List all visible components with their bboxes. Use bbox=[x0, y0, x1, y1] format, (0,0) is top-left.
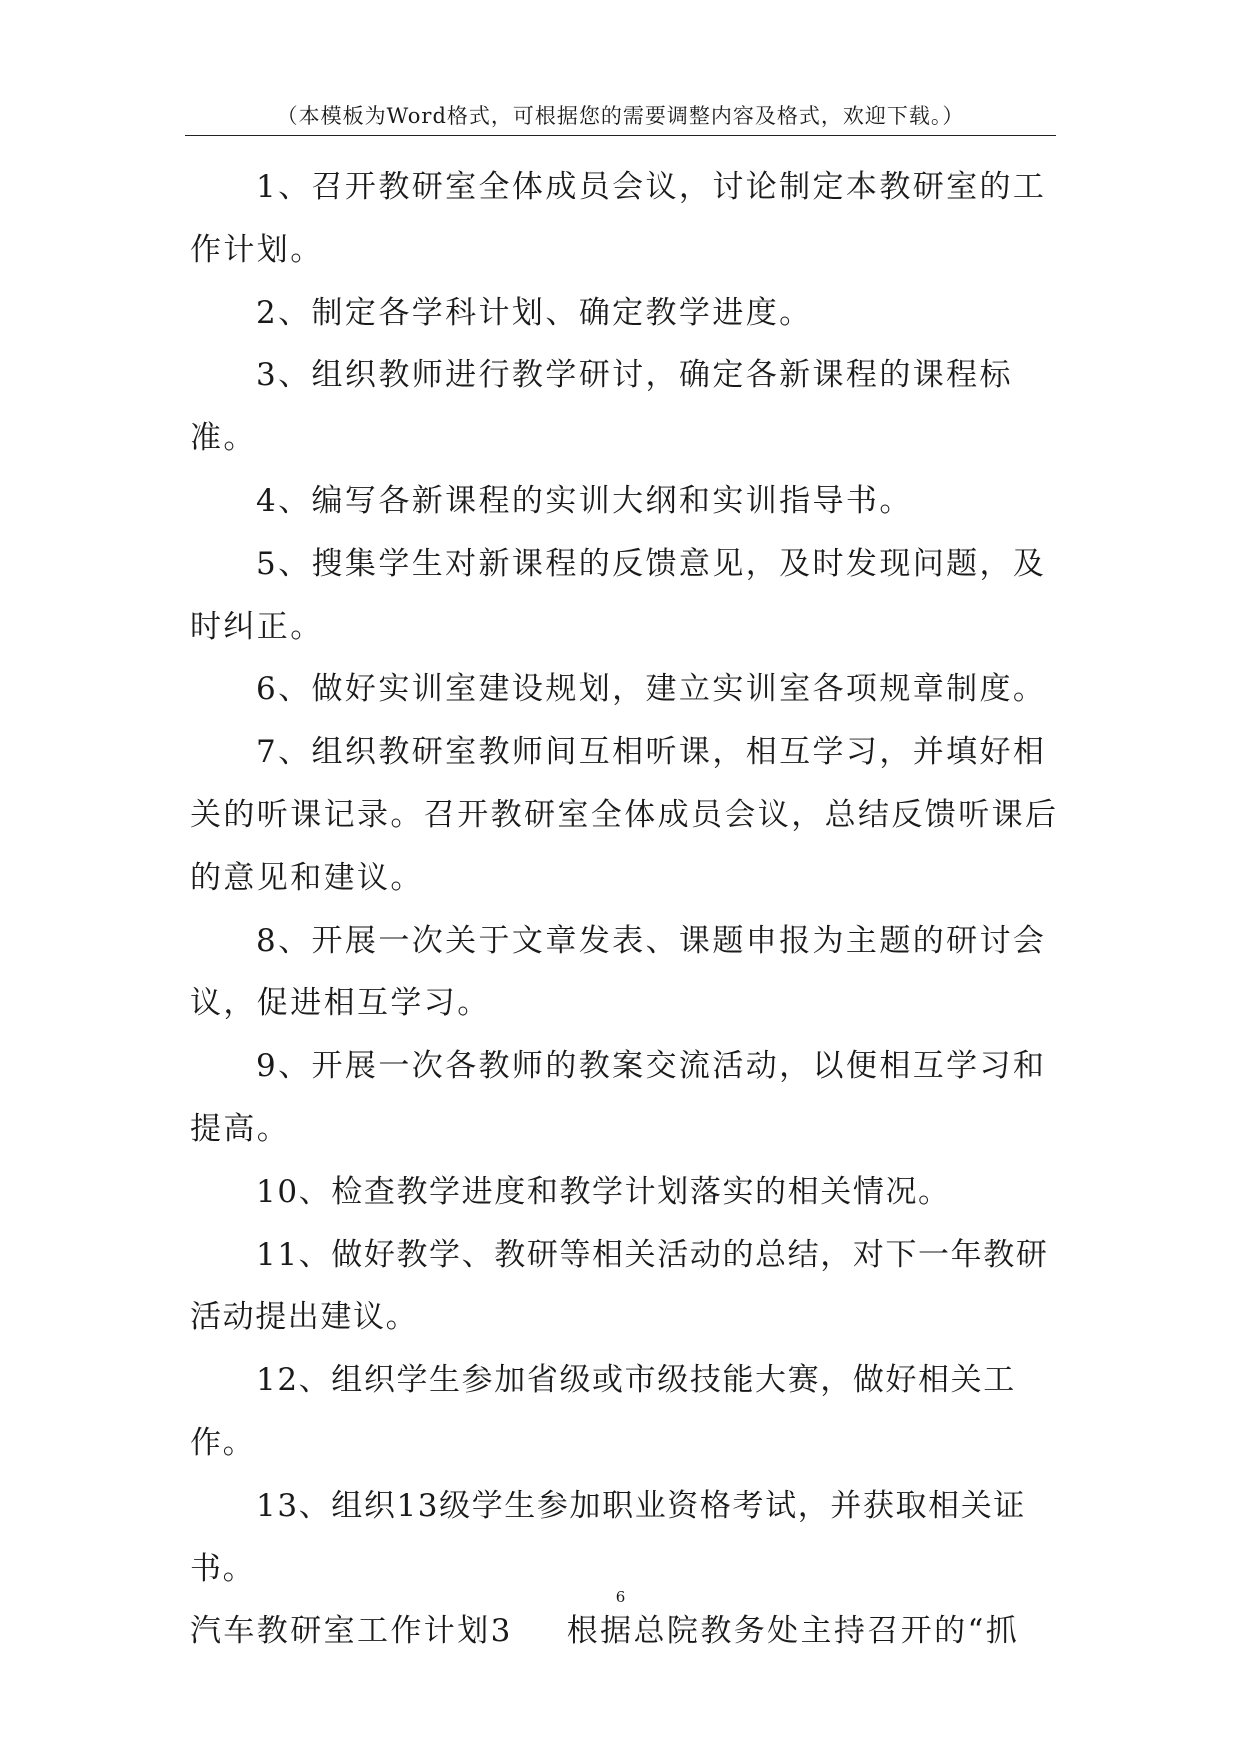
next-section-line bbox=[190, 1600, 1070, 1663]
plan-item-3: 3、组织教师进行教学研讨，确定各新课程的课程标准。 bbox=[190, 357, 1013, 457]
plan-item-9: 9、开展一次各教师的教案交流活动，以便相互学习和提高。 bbox=[190, 1048, 1047, 1147]
section-lead-text: 根据总院教务处主持召开的“抓 bbox=[566, 1613, 1020, 1650]
section-heading: 汽车教研室工作计划3 bbox=[190, 1613, 513, 1650]
plan-item-8: 8、开展一次关于文章发表、课题申报为主题的研讨会议，促进相互学习。 bbox=[190, 922, 1047, 1022]
header-divider bbox=[185, 135, 1056, 136]
plan-item-6: 6、做好实训室建设规划，建立实训室各项规章制度。 bbox=[256, 671, 1047, 708]
plan-item-13: 13、组织13级学生参加职业资格考试，并获取相关证书。 bbox=[190, 1487, 1026, 1587]
plan-item-10: 10、检查教学进度和教学计划落实的相关情况。 bbox=[256, 1173, 951, 1210]
plan-item-5: 5、搜集学生对新课程的反馈意见，及时发现问题，及时纠正。 bbox=[190, 545, 1047, 645]
plan-item-4: 4、编写各新课程的实训大纲和实训指导书。 bbox=[256, 482, 913, 519]
plan-item-7: 7、组织教研室教师间互相听课，相互学习，并填好相关的听课记录。召开教研室全体成员会议，总结反馈听课后的意见和建议。 bbox=[190, 734, 1059, 896]
plan-item-12: 12、组织学生参加省级或市级技能大赛，做好相关工作。 bbox=[190, 1362, 1016, 1461]
template-notice: （本模板为Word格式，可根据您的需要调整内容及格式，欢迎下载。） bbox=[276, 104, 965, 128]
plan-item-2: 2、制定各学科计划、确定教学进度。 bbox=[256, 294, 813, 331]
plan-item-11: 11、做好教学、教研等相关活动的总结，对下一年教研活动提出建议。 bbox=[190, 1236, 1049, 1336]
document-body bbox=[190, 156, 1070, 1663]
page-number: 6 bbox=[615, 1588, 626, 1606]
plan-item-1: 1、召开教研室全体成员会议，讨论制定本教研室的工作计划。 bbox=[190, 169, 1047, 268]
